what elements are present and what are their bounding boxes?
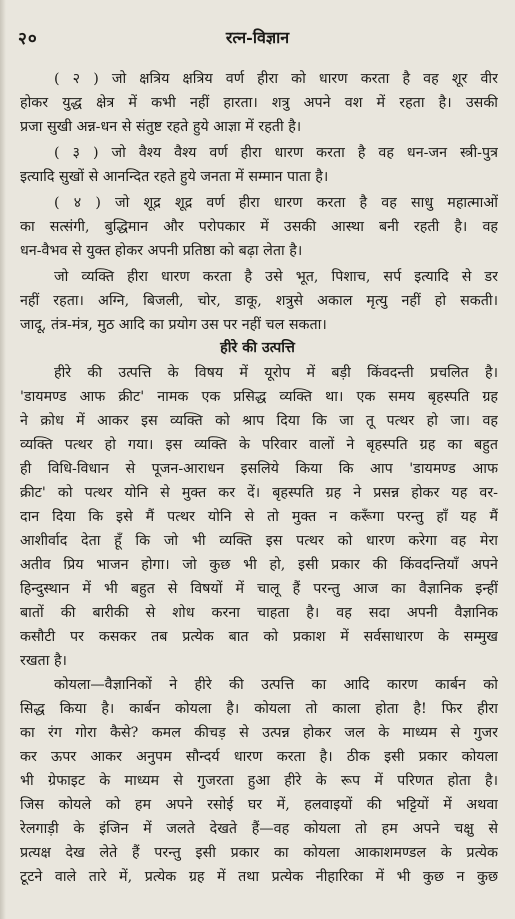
- page-edge-shadow: [0, 0, 6, 919]
- text-line: कर ऊपर आकर अनुपम सौन्दर्य धारण करता है। ठीक इसी प्रकार कोयला: [20, 749, 498, 765]
- text-line: हिन्दुस्थान में भी बहुत से विषयों में चालू हैं परन्तु आज का वैज्ञानिक इन्हीं: [20, 581, 498, 597]
- text-line: क्रीट' को पत्थर योनि से मुक्त कर दें। बृहस्पति ग्रह ने प्रसन्न होकर यह वर-: [20, 485, 498, 501]
- text-line: नहीं रहता। अग्नि, बिजली, चोर, डाकू, शत्रुसे अकाल मृत्यु नहीं हो सकती।: [20, 293, 498, 309]
- text-line: सिद्ध किया है। कार्बन कोयला है। कोयला तो काला होता है! फिर हीरा: [20, 701, 498, 717]
- text-line: होकर युद्ध क्षेत्र में कभी नहीं हारता। शत्रु अपने वश में रहता है। उसकी: [20, 95, 498, 111]
- text-line: ( ४ ) जो शूद्र शूद्र वर्ण हीरा धारण करता है वह साधु महात्माओं: [54, 195, 498, 211]
- text-line: बातों की बारीकी से शोध करना चाहता है। वह सदा अपनी वैज्ञानिक: [20, 605, 498, 621]
- text-line: अतीव प्रिय भाजन होगा। जो कुछ भी हो, इसी प्रकार की किंवदन्तियाँ अपने: [20, 557, 498, 573]
- text-line: कोयला—वैज्ञानिकों ने हीरे की उत्पत्ति का आदि कारण कार्बन को: [54, 677, 498, 693]
- text-line: ही विधि-विधान से पूजन-आराधन इसलिये किया कि आप 'डायमण्ड आफ: [20, 461, 498, 477]
- text-line: जादू, तंत्र-मंत्र, मुठ आदि का प्रयोग उस पर नहीं चल सकता।: [20, 317, 327, 333]
- text-line: ने क्रोध में आकर इस व्यक्ति को श्राप दिया कि जा तू पत्थर हो जा। वह: [20, 413, 498, 429]
- text-line: आशीर्वाद देता हूँ कि जो भी व्यक्ति इस पत्थर को धारण करेगा वह मेरा: [20, 533, 498, 549]
- text-line: ( २ ) जो क्षत्रिय क्षत्रिय वर्ण हीरा को धारण करता है वह शूर वीर: [54, 71, 498, 87]
- page-number: २०: [18, 29, 38, 49]
- text-line: ( ३ ) जो वैश्य वैश्य वर्ण हीरा धारण करता है वह धन-जन स्त्री-पुत्र: [54, 145, 498, 161]
- text-line: जिस कोयले को हम अपने रसोई घर में, हलवाइयों की भट्टियों में अथवा: [20, 797, 498, 813]
- text-line: का सत्संगी, बुद्धिमान और परोपकार में उसकी आस्था बनी रहती है। वह: [20, 219, 498, 235]
- section-heading: हीरे की उत्पत्ति: [220, 340, 295, 356]
- text-line: व्यक्ति पत्थर हो गया। इस व्यक्ति के परिवार वालों ने बृहस्पति ग्रह का बहुत: [20, 437, 498, 453]
- running-title: रत्न-विज्ञान: [225, 28, 290, 47]
- text-line: दान दिया कि इसे मैं पत्थर योनि से तो मुक्त न करूँगा परन्तु हाँ यह मैं: [20, 509, 498, 525]
- text-line: भी ग्रेफाइट के माध्यम से गुजरता हुआ हीरे के रूप में परिणत होता है।: [20, 773, 498, 789]
- text-line: इत्यादि सुखों से आनन्दित रहते हुये जनता में सम्मान पाता है।: [20, 169, 329, 185]
- text-line: कसौटी पर कसकर तब प्रत्येक बात को प्रकाश में सर्वसाधारण के सम्मुख: [20, 629, 498, 645]
- text-line: प्रत्यक्ष देख लेते हैं परन्तु इसी प्रकार का कोयला आकाशमण्डल के प्रत्येक: [20, 845, 498, 861]
- text-line: हीरे की उत्पत्ति के विषय में यूरोप में बड़ी किंवदन्ती प्रचलित है।: [54, 365, 498, 381]
- text-line: प्रजा सुखी अन्न-धन से संतुष्ट रहते हुये आज्ञा में रहती है।: [20, 119, 302, 135]
- text-line: 'डायमण्ड आफ क्रीट' नामक एक प्रसिद्ध व्यक्ति था। एक समय बृहस्पति ग्रह: [20, 389, 498, 405]
- text-line: रखता है।: [20, 653, 67, 669]
- text-line: जो व्यक्ति हीरा धारण करता है उसे भूत, पिशाच, सर्प इत्यादि से डर: [54, 269, 498, 285]
- text-line: टूटने वाले तारे में, प्रत्येक ग्रह में तथा प्रत्येक नीहारिका में भी कुछ न कुछ: [20, 869, 498, 885]
- text-line: रेलगाड़ी के इंजिन में जलते देखते हैं—वह कोयला तो हम अपने चक्षु से: [20, 821, 498, 837]
- text-line: धन-वैभव से युक्त होकर अपनी प्रतिष्ठा को बढ़ा लेता है।: [20, 243, 303, 259]
- page-header: [0, 26, 515, 50]
- text-line: का रंग गोरा कैसे? कमल कीचड़ से उत्पन्न होकर जल के माध्यम से गुजर: [20, 725, 498, 741]
